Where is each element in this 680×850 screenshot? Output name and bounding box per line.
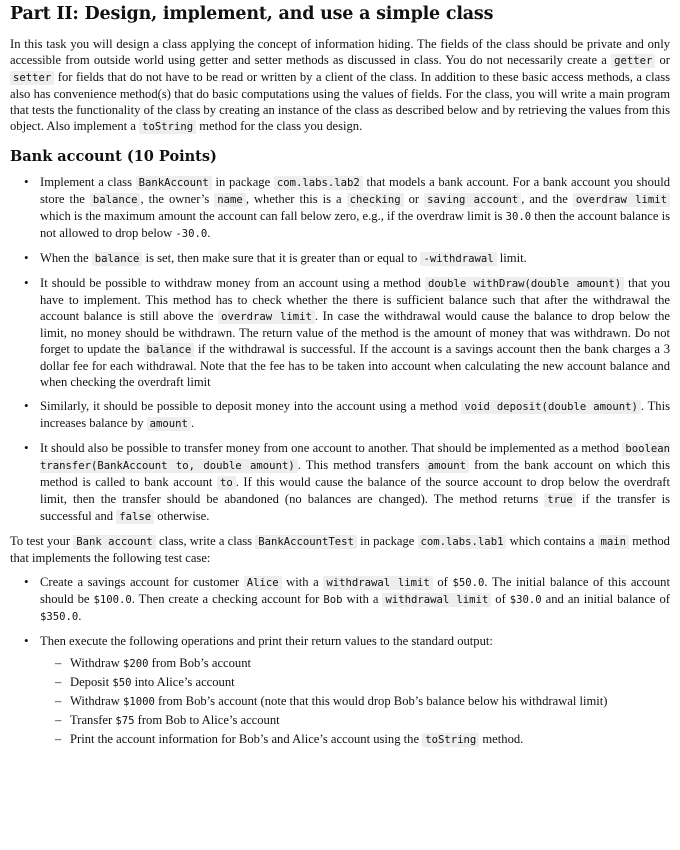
- code-withdrawal-limit: withdrawal limit: [323, 576, 432, 590]
- text: To test your: [10, 534, 74, 548]
- code-negative-limit: -30.0: [175, 228, 208, 240]
- code-amount: amount: [425, 459, 469, 473]
- text: It should be possible to withdraw money from an account using a method: [40, 276, 425, 290]
- code-amount-value: $100.0: [93, 594, 132, 606]
- text: which contains a: [506, 534, 598, 548]
- text: then the account balance is not allowed to drop below: [40, 209, 670, 240]
- code-amount-value: $75: [115, 715, 135, 727]
- text: method.: [479, 732, 524, 746]
- text: from Bob’s account (note that this would drop Bob’s balance below his withdrawal limit): [154, 694, 608, 708]
- operations-list: [40, 655, 670, 748]
- code-amount-value: $30.0: [509, 594, 542, 606]
- text: Transfer: [70, 713, 116, 727]
- code-limit-value: 30.0: [505, 211, 532, 223]
- code-amount-value: $1000: [123, 696, 155, 708]
- code-true: true: [544, 493, 576, 507]
- text: or: [655, 53, 671, 67]
- code-balance: balance: [90, 193, 141, 207]
- text: . In case the withdrawal would cause the balance to drop below the limit, no money should be withdrawn. The return value of the method is the amount of money that was withdrawn. Do not forget to update the: [40, 309, 670, 356]
- text: from Bob’s account: [148, 656, 252, 670]
- text: from Bob to Alice’s account: [134, 713, 280, 727]
- code-withdrawal: -withdrawal: [420, 252, 496, 266]
- text: method for the class you design.: [196, 119, 363, 133]
- text: Print the account information for Bob’s and Alice’s account using the: [70, 732, 423, 746]
- code-transfer-method: boolean transfer(BankAccount to, double amount): [40, 443, 670, 472]
- code-balance: balance: [144, 343, 195, 357]
- text: for fields that do not have to be read or written by a client of the class. In addition to these basic access methods, a class also has convenience method(s) that do basic computations using the values of fields. For the class, you will write a main program that tests the functionality of the class by creating an instance of the class as described below and by retrieving the values from this object. Also implement a: [10, 70, 670, 133]
- text: , the owner’s: [140, 192, 215, 206]
- list-item: [40, 440, 670, 525]
- text: .: [190, 416, 195, 430]
- text: Withdraw: [70, 694, 124, 708]
- list-item: [40, 275, 670, 390]
- text: , whether this is a: [245, 192, 347, 206]
- text: . Then create a checking account for: [131, 592, 324, 606]
- text: When the: [40, 251, 92, 265]
- text: Deposit: [70, 675, 113, 689]
- code-bankaccount: BankAccount: [136, 176, 212, 190]
- code-overdraw-limit: overdraw limit: [573, 193, 670, 207]
- list-item: [40, 174, 670, 242]
- text: Create a savings account for customer: [40, 575, 244, 589]
- text: which is the maximum amount the account can fall below zero, e.g., if the overdraw limit is: [40, 209, 506, 223]
- text: of: [491, 592, 510, 606]
- test-intro-paragraph: [10, 533, 670, 566]
- code-overdraw-limit: overdraw limit: [218, 310, 315, 324]
- list-item: [70, 731, 670, 748]
- code-balance: balance: [92, 252, 143, 266]
- text: with a: [342, 592, 383, 606]
- test-case-list: [10, 574, 670, 748]
- text: Implement a class: [40, 175, 136, 189]
- page-title: Part II: Design, implement, and use a simple class: [10, 4, 494, 24]
- code-getter: getter: [611, 54, 655, 68]
- list-item: [40, 250, 670, 267]
- code-amount-value: $50.0: [452, 577, 485, 589]
- list-item: [70, 712, 670, 729]
- intro-paragraph: [10, 36, 670, 135]
- code-alice: Alice: [244, 576, 282, 590]
- text: It should also be possible to transfer money from one account to another. That should be implemented as a method: [40, 441, 623, 455]
- text: from the bank account on which this method is called to bank account: [40, 458, 670, 489]
- text: in package: [211, 175, 274, 189]
- text: . If this would cause the balance of the source account to drop below the overdraft limit, then the transfer should be abandoned (no balances are changed). The method returns: [40, 475, 670, 506]
- code-tostring: toString: [422, 733, 479, 747]
- code-checking: checking: [347, 193, 404, 207]
- text: into Alice’s account: [131, 675, 235, 689]
- code-amount-value: $200: [123, 658, 149, 670]
- code-name: name: [214, 193, 246, 207]
- text: that you have to implement. This method has to check whether the there is sufficient balance such that after the withdrawal the account balance is still above the: [40, 276, 670, 323]
- text: Then execute the following operations and print their return values to the standard output:: [40, 634, 493, 648]
- list-item: [70, 674, 670, 691]
- code-test-class: BankAccountTest: [255, 535, 357, 549]
- code-amount-value: $350.0: [40, 611, 79, 623]
- text: In this task you will design a class applying the concept of information hiding. The fields of the class should be private and only accessible from outside world using getter and setter methods as discussed in class. You do not necessarily create a: [10, 37, 670, 67]
- code-deposit-method: void deposit(double amount): [461, 400, 641, 414]
- text: that models a bank account. For a bank account you should store the: [40, 175, 670, 206]
- text: and an initial balance of: [541, 592, 670, 606]
- text: in package: [356, 534, 418, 548]
- text: is set, then make sure that it is greater than or equal to: [142, 251, 421, 265]
- code-to: to: [217, 476, 236, 490]
- code-main: main: [598, 535, 630, 549]
- text: . The initial balance of this account should be: [40, 575, 670, 606]
- text: with a: [281, 575, 324, 589]
- code-withdraw-method: double withDraw(double amount): [425, 277, 624, 291]
- text: . This method transfers: [297, 458, 425, 472]
- requirements-list: [10, 174, 670, 525]
- list-item: [40, 633, 670, 748]
- text: . This increases balance by: [40, 399, 670, 430]
- text: method that implements the following test case:: [10, 534, 670, 565]
- section-heading: Bank account (10 Points): [10, 148, 217, 165]
- text: Similarly, it should be possible to deposit money into the account using a method: [40, 399, 462, 413]
- list-item: [70, 693, 670, 710]
- code-withdrawal-limit: withdrawal limit: [382, 593, 491, 607]
- code-bob: Bob: [323, 594, 343, 606]
- text: class, write a class: [155, 534, 256, 548]
- text: .: [78, 609, 82, 623]
- text: Withdraw: [70, 656, 124, 670]
- list-item: [40, 398, 670, 432]
- text: or: [403, 192, 425, 206]
- list-item: [70, 655, 670, 672]
- text: if the transfer is successful and: [40, 492, 671, 523]
- text: if the withdrawal is successful. If the account is a savings account then the bank charges a 3 dollar fee for each withdrawal. Note that the fee has to be taken into account when calculating the new account balance and when checking the overdraft limit: [40, 342, 670, 389]
- text: .: [207, 226, 211, 240]
- code-tostring: toString: [139, 120, 196, 134]
- list-item: [40, 574, 670, 625]
- code-setter: setter: [10, 71, 54, 85]
- code-saving-account: saving account: [424, 193, 521, 207]
- code-false: false: [116, 510, 154, 524]
- code-amount: amount: [147, 417, 191, 431]
- text: , and the: [521, 192, 573, 206]
- code-amount-value: $50: [112, 677, 132, 689]
- code-package: com.labs.lab2: [274, 176, 363, 190]
- code-bank-account: Bank account: [73, 535, 156, 549]
- text: otherwise.: [154, 509, 210, 523]
- text: limit.: [496, 251, 527, 265]
- text: of: [432, 575, 453, 589]
- code-package: com.labs.lab1: [418, 535, 507, 549]
